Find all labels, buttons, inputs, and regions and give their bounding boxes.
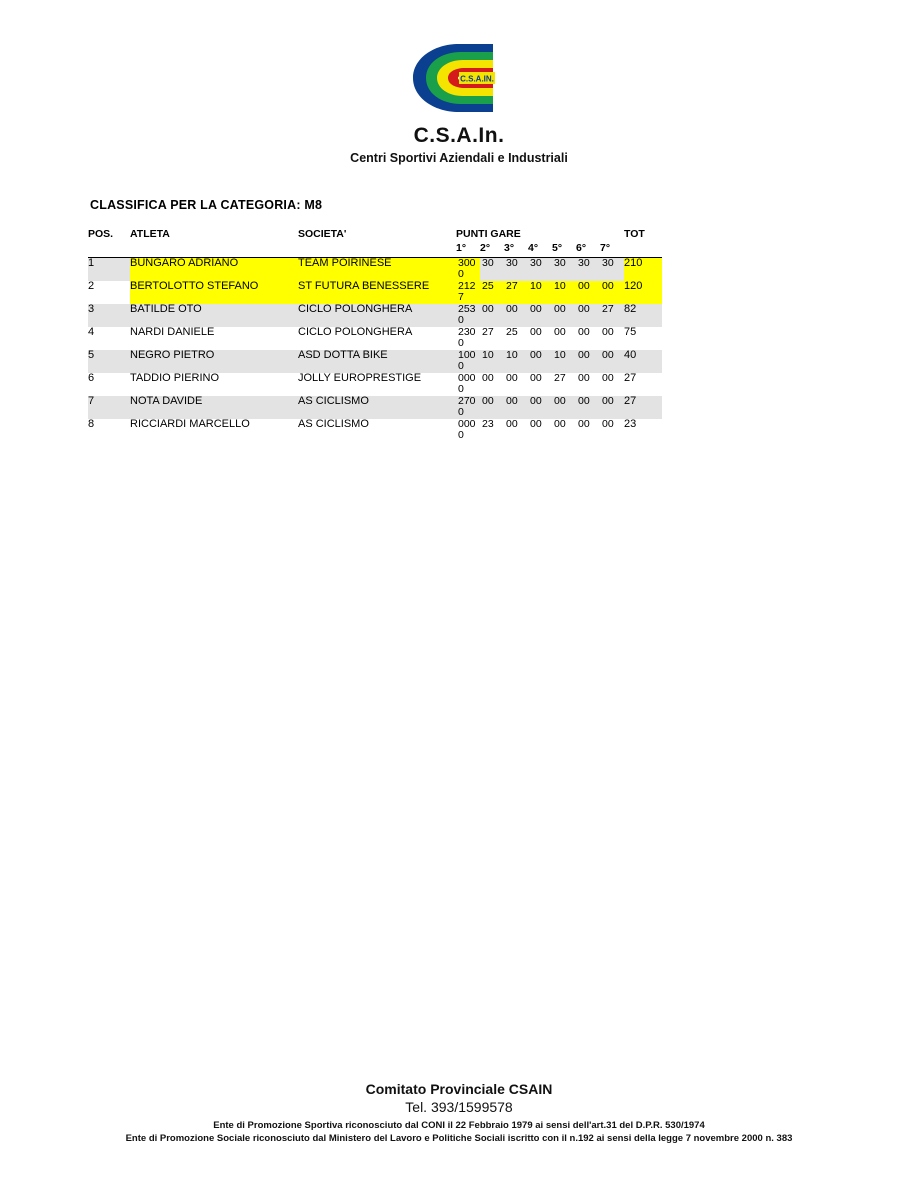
cell-race-7: 27 bbox=[600, 304, 624, 327]
footer-legal-sociale: Ente di Promozione Sociale riconosciuto dal Ministero del Lavoro e Politiche Sociali iscritto con il n.192 ai sensi della legge 7 novembre 2000 n. 383 bbox=[125, 1133, 793, 1144]
column-header-tot: TOT bbox=[624, 228, 662, 258]
table-row bbox=[88, 373, 662, 396]
organization-name: C.S.A.In. bbox=[413, 124, 505, 147]
cell-societa: AS CICLISMO bbox=[298, 418, 369, 430]
cell-race-6: 00 bbox=[576, 396, 600, 419]
footer-phone: Tel. 393/1599578 bbox=[405, 1099, 513, 1115]
column-header-race-6: 6° bbox=[576, 242, 600, 258]
footer-legal-sportiva: Ente di Promozione Sportiva riconosciuto dal CONI il 22 Febbraio 1979 ai sensi dell'art.31 del D.P.R. 530/1974 bbox=[213, 1120, 705, 1131]
cell-race-4: 00 bbox=[530, 418, 542, 430]
cell-race-5: 30 bbox=[552, 258, 576, 282]
column-header-atleta: ATLETA bbox=[130, 228, 298, 258]
cell-pos: 8 bbox=[88, 418, 95, 430]
cell-societa: TEAM POIRINESE bbox=[298, 258, 456, 282]
cell-pos: 1 bbox=[88, 258, 130, 282]
cell-race-5: 10 bbox=[552, 350, 576, 373]
cell-race-1: 2300 bbox=[458, 326, 476, 349]
column-header-race-2: 2° bbox=[480, 242, 504, 258]
cell-atleta: BATILDE OTO bbox=[130, 304, 298, 327]
table-header-group-row bbox=[88, 228, 662, 242]
cell-tot: 82 bbox=[624, 304, 662, 327]
cell-race-1: 0000 bbox=[458, 418, 476, 441]
cell-societa: CICLO POLONGHERA bbox=[298, 304, 456, 327]
csain-logo-icon bbox=[407, 42, 511, 114]
column-header-race-1: 1° bbox=[456, 242, 480, 258]
cell-race-1: 2530 bbox=[456, 304, 480, 327]
cell-pos: 2 bbox=[88, 280, 95, 292]
table-row bbox=[88, 258, 662, 282]
cell-race-2: 00 bbox=[480, 304, 504, 327]
table-row bbox=[88, 396, 662, 419]
cell-race-5: 00 bbox=[554, 326, 566, 338]
cell-race-5: 00 bbox=[554, 418, 566, 430]
cell-race-1: 0000 bbox=[458, 372, 476, 395]
cell-race-6: 00 bbox=[578, 372, 590, 384]
cell-race-1: 1000 bbox=[456, 350, 480, 373]
table-row bbox=[88, 327, 662, 350]
table-row bbox=[88, 350, 662, 373]
cell-race-2: 27 bbox=[482, 326, 494, 338]
cell-race-7: 30 bbox=[600, 258, 624, 282]
cell-race-3: 10 bbox=[504, 350, 528, 373]
cell-race-1: 3000 bbox=[456, 258, 480, 282]
cell-race-2: 23 bbox=[482, 418, 494, 430]
page-title: CLASSIFICA PER LA CATEGORIA: M8 bbox=[90, 198, 323, 212]
table-head bbox=[88, 228, 662, 258]
cell-atleta: BUNGARO ADRIANO bbox=[130, 258, 298, 282]
footer-committee: Comitato Provinciale CSAIN bbox=[365, 1081, 553, 1097]
cell-race-3: 00 bbox=[506, 372, 518, 384]
column-header-race-4: 4° bbox=[528, 242, 552, 258]
column-header-punti-gare: PUNTI GARE bbox=[456, 228, 521, 240]
cell-pos: 5 bbox=[88, 350, 130, 373]
cell-atleta: NEGRO PIETRO bbox=[130, 350, 298, 373]
cell-race-3: 00 bbox=[504, 396, 528, 419]
cell-race-5: 00 bbox=[552, 304, 576, 327]
column-header-race-3: 3° bbox=[504, 242, 528, 258]
cell-tot: 210 bbox=[624, 258, 662, 282]
cell-race-4: 00 bbox=[530, 326, 542, 338]
cell-race-4: 30 bbox=[528, 258, 552, 282]
cell-race-3: 00 bbox=[506, 418, 518, 430]
cell-societa: CICLO POLONGHERA bbox=[298, 326, 413, 338]
cell-race-6: 30 bbox=[576, 258, 600, 282]
cell-race-2: 25 bbox=[480, 281, 504, 304]
cell-atleta: BERTOLOTTO STEFANO bbox=[130, 281, 298, 304]
cell-societa: AS CICLISMO bbox=[298, 396, 456, 419]
column-header-race-5: 5° bbox=[552, 242, 576, 258]
cell-race-7: 00 bbox=[602, 418, 614, 430]
table-row bbox=[88, 304, 662, 327]
cell-societa: ASD DOTTA BIKE bbox=[298, 350, 456, 373]
document-footer bbox=[0, 1081, 918, 1144]
cell-tot: 75 bbox=[624, 326, 637, 338]
classification-table bbox=[88, 228, 662, 442]
cell-societa: ST FUTURA BENESSERE bbox=[298, 281, 456, 304]
cell-race-7: 00 bbox=[600, 281, 624, 304]
document-header bbox=[0, 0, 918, 165]
cell-race-2: 00 bbox=[480, 396, 504, 419]
column-header-societa: SOCIETA' bbox=[298, 228, 456, 258]
column-header-pos: POS. bbox=[88, 228, 130, 258]
cell-race-5: 10 bbox=[552, 281, 576, 304]
table-row bbox=[88, 281, 662, 304]
cell-race-2: 10 bbox=[480, 350, 504, 373]
cell-race-4: 00 bbox=[528, 350, 552, 373]
cell-race-3: 27 bbox=[504, 281, 528, 304]
table-row bbox=[88, 419, 662, 442]
cell-pos: 3 bbox=[88, 304, 130, 327]
cell-race-2: 30 bbox=[480, 258, 504, 282]
cell-race-4: 00 bbox=[530, 372, 542, 384]
cell-race-7: 00 bbox=[600, 350, 624, 373]
cell-pos: 7 bbox=[88, 396, 130, 419]
cell-race-7: 00 bbox=[600, 396, 624, 419]
cell-race-1: 2127 bbox=[456, 281, 480, 304]
cell-race-5: 27 bbox=[554, 372, 566, 384]
cell-pos: 6 bbox=[88, 372, 95, 384]
cell-tot: 27 bbox=[624, 372, 637, 384]
cell-pos: 4 bbox=[88, 326, 95, 338]
cell-race-3: 00 bbox=[504, 304, 528, 327]
cell-race-6: 00 bbox=[578, 418, 590, 430]
cell-tot: 27 bbox=[624, 396, 662, 419]
cell-race-5: 00 bbox=[552, 396, 576, 419]
cell-race-1: 2700 bbox=[456, 396, 480, 419]
table-body bbox=[88, 258, 662, 443]
cell-race-6: 00 bbox=[576, 281, 600, 304]
cell-tot: 120 bbox=[624, 281, 662, 304]
cell-race-3: 30 bbox=[504, 258, 528, 282]
cell-tot: 23 bbox=[624, 418, 637, 430]
cell-atleta: RICCIARDI MARCELLO bbox=[130, 418, 250, 430]
cell-race-6: 00 bbox=[578, 326, 590, 338]
cell-race-2: 00 bbox=[482, 372, 494, 384]
column-header-race-7: 7° bbox=[600, 242, 624, 258]
cell-race-4: 00 bbox=[528, 396, 552, 419]
cell-societa: JOLLY EUROPRESTIGE bbox=[298, 372, 422, 384]
cell-race-3: 25 bbox=[506, 326, 518, 338]
svg-text:C.S.A.IN.: C.S.A.IN. bbox=[460, 74, 494, 84]
organization-subtitle: Centri Sportivi Aziendali e Industriali bbox=[350, 151, 568, 165]
cell-tot: 40 bbox=[624, 350, 662, 373]
cell-race-6: 00 bbox=[576, 350, 600, 373]
cell-race-7: 00 bbox=[602, 326, 614, 338]
cell-race-4: 10 bbox=[528, 281, 552, 304]
cell-race-6: 00 bbox=[576, 304, 600, 327]
cell-atleta: NARDI DANIELE bbox=[130, 326, 215, 338]
cell-atleta: TADDIO PIERINO bbox=[130, 372, 220, 384]
cell-race-4: 00 bbox=[528, 304, 552, 327]
cell-atleta: NOTA DAVIDE bbox=[130, 396, 298, 419]
cell-race-7: 00 bbox=[602, 372, 614, 384]
classification-table-wrap bbox=[88, 228, 650, 442]
